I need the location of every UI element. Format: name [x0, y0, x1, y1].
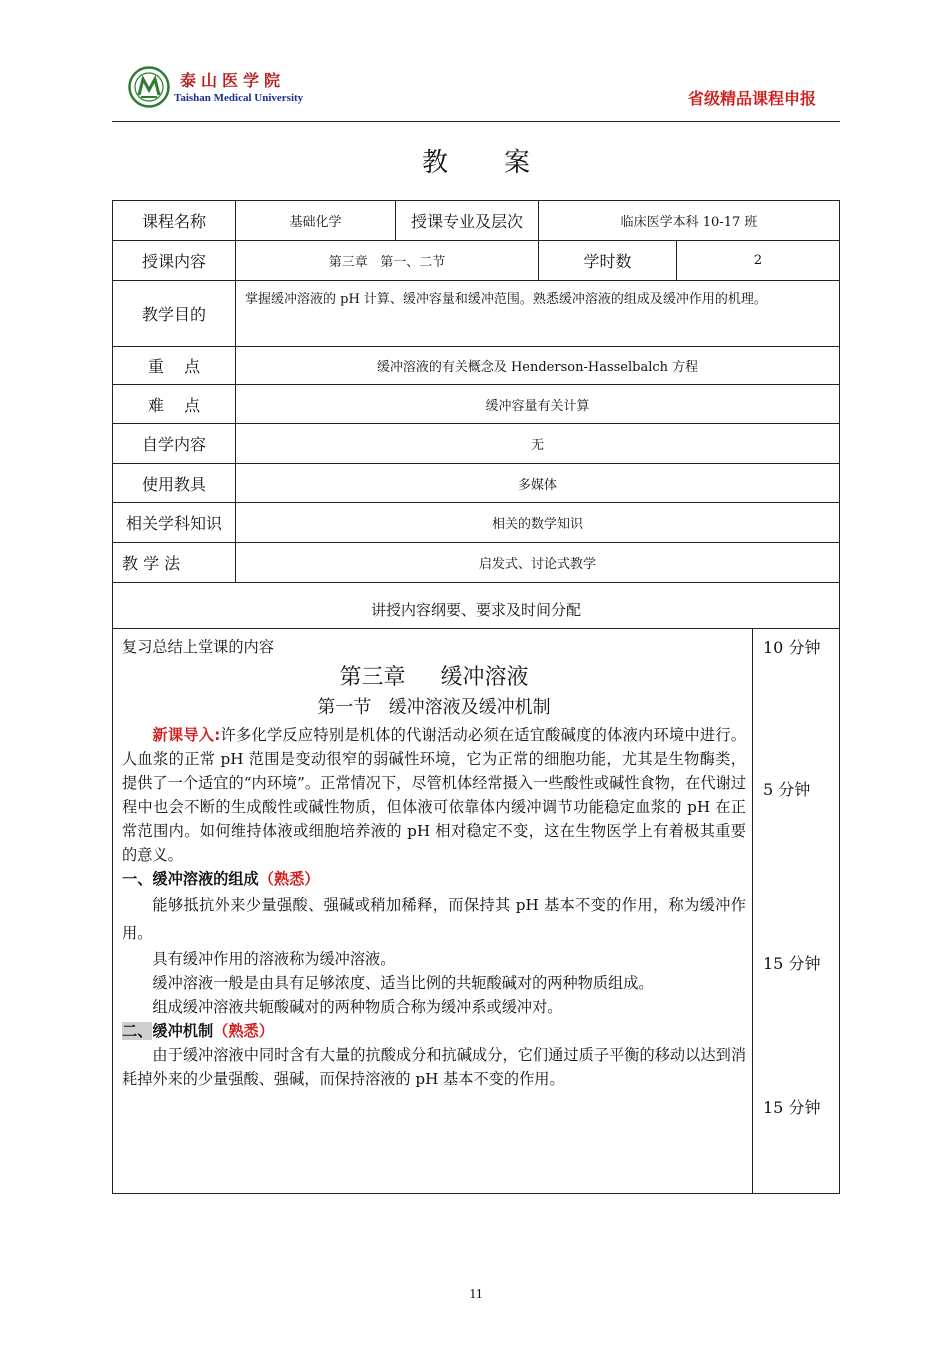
chapter-title: 第三章 缓冲溶液 — [339, 665, 529, 690]
hours-label: 学时数 — [539, 241, 677, 280]
difficult-value: 缓冲容量有关计算 — [485, 398, 590, 414]
table-row — [113, 241, 839, 281]
content-label: 授课内容 — [113, 241, 236, 280]
intro-paragraph — [122, 723, 746, 867]
table-row — [113, 347, 839, 385]
goal-label: 教学目的 — [113, 281, 236, 346]
course-name-label: 课程名称 — [113, 201, 236, 240]
intro-text: 许多化学反应特别是机体的代谢活动必须在适宜酸碱度的体液内环境中进行。人血浆的正常 pH 范围是变动很窄的弱碱性环境，它为正常的细胞功能，尤其是生物酶类，提供了一个适宜的“内环境”。正常情况下，尽管机体经常摄入一些酸性或碱性食物，在代谢过程中也会不断的生成酸性或碱性物质，但体液可依靠体内缓冲调节功能稳定血浆的 pH 在正常范围内。如何维持体液或细胞培养液的 pH 相对稳定不变，这在生物医学上有着极其重要的意义。 — [122, 726, 746, 864]
difficult-label: 难 点 — [113, 385, 236, 423]
paragraph: 具有缓冲作用的溶液称为缓冲溶液。 — [152, 950, 396, 968]
content-value: 第三章 第一、二节 — [236, 241, 539, 280]
table-row — [113, 281, 839, 347]
time-column — [752, 629, 839, 1193]
tools-value: 多媒体 — [517, 477, 557, 493]
paragraph: 组成缓冲溶液共轭酸碱对的两种物质合称为缓冲系或缓冲对。 — [152, 998, 563, 1016]
intro-label: 新课导入: — [152, 726, 221, 744]
self-study-label: 自学内容 — [113, 424, 236, 463]
heading-composition: 一、缓冲溶液的组成（熟悉） — [122, 870, 320, 888]
table-row — [113, 464, 839, 503]
school-name-en: Taishan Medical University — [174, 92, 304, 104]
review-line: 复习总结上堂课的内容 — [122, 638, 274, 656]
lesson-plan-table — [112, 200, 840, 1194]
key-value: 缓冲溶液的有关概念及 Henderson-Hasselbalch 方程 — [376, 360, 699, 375]
paragraph: 由于缓冲溶液中同时含有大量的抗酸成分和抗碱成分，它们通过质子平衡的移动以达到消耗掉外来的少量强酸、强碱，而保持溶液的 pH 基本不变的作用。 — [122, 1046, 746, 1088]
time-slot: 10 分钟 — [763, 638, 821, 657]
lesson-content — [122, 629, 746, 1091]
goal-value: 掌握缓冲溶液的 pH 计算、缓冲容量和缓冲范围。熟悉缓冲溶液的组成及缓冲作用的机理。 — [245, 292, 767, 307]
heading-mechanism: 二、缓冲机制（熟悉） — [122, 1022, 274, 1040]
hours-value: 2 — [753, 253, 763, 268]
lesson-body — [113, 629, 839, 1193]
page-number: 11 — [469, 1287, 483, 1302]
header-divider — [112, 121, 840, 122]
method-label: 教 学 法 — [113, 543, 236, 582]
university-logo-icon — [128, 66, 170, 108]
method-value: 启发式、讨论式教学 — [478, 557, 596, 572]
major-value: 临床医学本科 10-17 班 — [620, 215, 758, 230]
time-slot: 15 分钟 — [763, 1098, 821, 1117]
course-name-value: 基础化学 — [236, 201, 396, 240]
paragraph: 能够抵抗外来少量强酸、强碱或稍加稀释，而保持其 pH 基本不变的作用，称为缓冲作用。 — [122, 896, 746, 942]
major-label: 授课专业及层次 — [396, 201, 539, 240]
time-slot: 5 分钟 — [763, 780, 811, 799]
self-study-value: 无 — [530, 438, 544, 453]
table-row — [113, 424, 839, 464]
page-title: 教 案 — [421, 148, 531, 178]
table-row — [113, 201, 839, 241]
school-name-cn: 泰山医学院 — [180, 71, 286, 90]
table-row — [113, 385, 839, 424]
table-row — [113, 503, 839, 543]
time-slot: 15 分钟 — [763, 954, 821, 973]
related-value: 相关的数学知识 — [491, 517, 583, 532]
table-row — [113, 543, 839, 583]
tools-label: 使用教具 — [113, 464, 236, 502]
outline-heading: 讲授内容纲要、要求及时间分配 — [113, 583, 839, 629]
key-label: 重 点 — [113, 347, 236, 384]
application-label: 省级精品课程申报 — [687, 89, 816, 108]
paragraph: 缓冲溶液一般是由具有足够浓度、适当比例的共轭酸碱对的两种物质组成。 — [152, 974, 654, 992]
page-header — [112, 60, 840, 122]
section-title: 第一节 缓冲溶液及缓冲机制 — [317, 697, 551, 718]
related-label: 相关学科知识 — [113, 503, 236, 542]
